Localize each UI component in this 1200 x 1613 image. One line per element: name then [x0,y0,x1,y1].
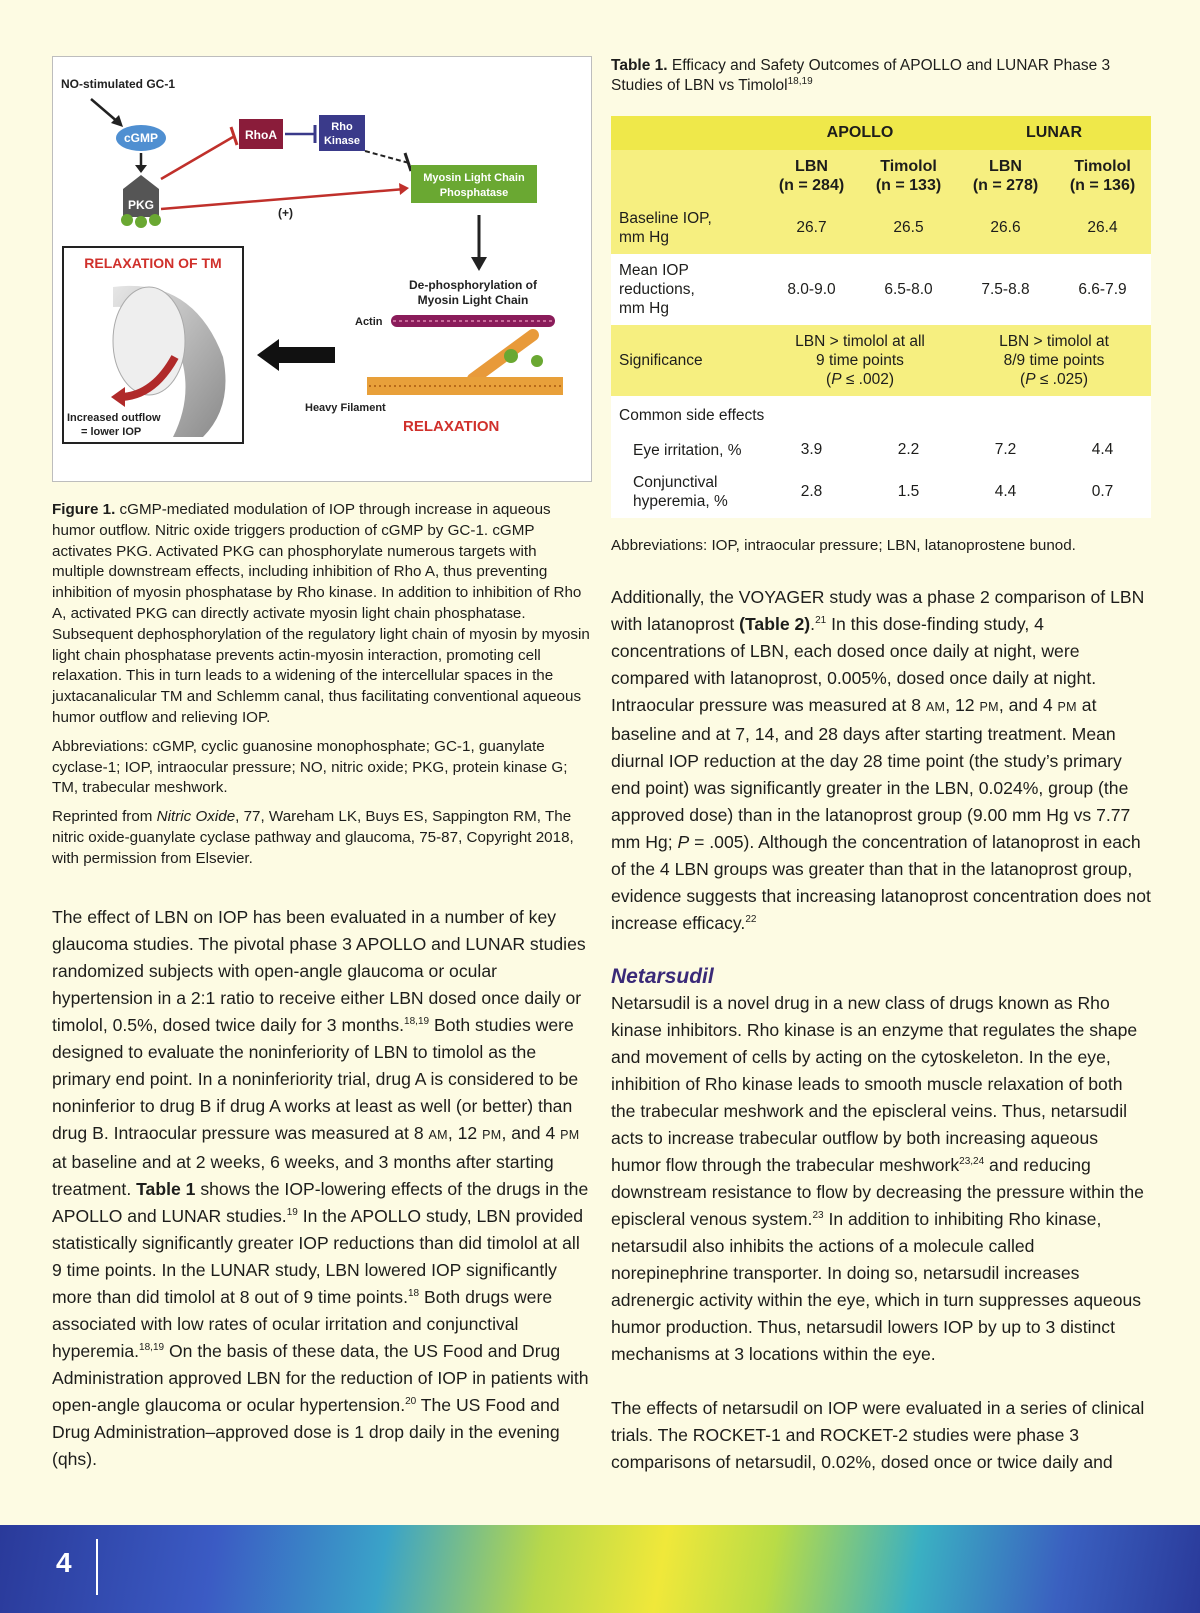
diagram-actin: Actin [355,316,383,328]
left-body-paragraph: The effect of LBN on IOP has been evaluated in a number of key glaucoma studies. The pivotal phase 3 APOLLO and LUNAR studies randomized subjects with open-angle glaucoma or ocular hypertension in a 2:1 ratio to receive either LBN dosed once daily or timolol, 0.5%, dosed twice daily for 3 months.$^{18,19}$ Both studies were designed to evaluate the noninferiority of LBN to timolol as the primary end point. In a noninferiority trial, drug A is considered to be noninferior to drug B if drug A works at least as well (or better) than drug B. Intraocular pressure was measured at 8 AM, 12 PM, and 4 PM at baseline and at 2 weeks, 6 weeks, and 3 months after starting treatment. Table 1 shows the IOP-lowering effects of the drugs in the APOLLO and LUNAR studies.$^{19}$ In the APOLLO study, LBN provided statistically significantly greater IOP reductions than did timolol at all 9 time points. In the LUNAR study, LBN lowered IOP significantly more than did timolol at 8 out of 9 time points.$^{18}$ Both drugs were associated with low rates of ocular irritation and conjunctival hyperemia.$^{18,19}$ On the basis of these data, the US Food and Drug Administration approved LBN for the reduction of IOP in patients with open-angle glaucoma or ocular hypertension.$^{20}$ The US Food and Drug Administration–approved dose is 1 drop daily in the evening (qhs). [52,906,589,1469]
table-row [611,396,1151,434]
col-lunar-lbn: LBN (n = 278) [957,150,1054,202]
right-column [611,56,1151,1476]
col-lunar-timolol: Timolol (n = 136) [1054,150,1151,202]
diagram-rhoa: RhoA [245,128,277,142]
right-body-paragraph-3: The effects of netarsudil on IOP were evaluated in a series of clinical trials. The ROCKET-1 and ROCKET-2 studies were phase 3 comparisons of netarsudil, 0.02%, dosed once or twice daily and [611,1398,1145,1472]
diagram-mlcp-1: Myosin Light Chain [423,172,525,184]
group-apollo: APOLLO [763,116,957,150]
figure-abbreviations: Abbreviations: cGMP, cyclic guanosine monophosphate; GC-1, guanylate cyclase-1; IOP, intraocular pressure; NO, nitric oxide; PKG, protein kinase G; TM, trabecular meshwork. [52,737,568,797]
efficacy-table [611,116,1151,518]
table-row: Baseline IOP, mm Hg 26.7 26.5 26.6 26.4 [611,202,1151,254]
page-footer [0,1525,1200,1613]
table-group-header-row [611,116,1151,150]
footer-divider [96,1539,98,1595]
table-row: Mean IOP reductions, mm Hg 8.0-9.0 6.5-8.0 7.5-8.8 6.6-7.9 [611,254,1151,325]
row-label-eye-irritation: Eye irritation, % [611,434,763,466]
section-heading-netarsudil: Netarsudil [611,965,714,988]
figure-reprint-notice: Reprinted from Nitric Oxide, 77, Wareham LK, Buys ES, Sappington RM, The nitric oxide-guanylate cyclase pathway and glaucoma, 75-87, Copyright 2018, with permission from Elsevier. [52,808,574,867]
diagram-no-gc1: NO-stimulated GC-1 [61,77,176,91]
diagram-outflow-2: = lower IOP [81,426,142,438]
right-body-paragraph-2: Netarsudil is a novel drug in a new class of drugs known as Rho kinase inhibitors. Rho kinase is an enzyme that regulates the shape and movement of cells by acting on the cytoskeleton. In the eye, inhibition of Rho kinase leads to smooth muscle relaxation of both the trabecular meshwork and the episcleral veins. Thus, netarsudil acts to increase trabecular outflow by both increasing aqueous humor flow through the trabecular meshwork$^{23,24}$ and reducing downstream resistance to flow by decreasing the pressure within the episcleral venous system.$^{23}$ In addition to inhibiting Rho kinase, netarsudil also inhibits the actions of a molecule called norepinephrine transporter. In doing so, netarsudil increases adrenergic activity within the eye, which in turn suppresses aqueous humor production. Thus, netarsudil lowers IOP by up to 3 distinct mechanisms at 3 locations within the eye. [611,993,1144,1364]
big-left-arrow [257,339,335,371]
right-body-paragraph-1: Additionally, the VOYAGER study was a phase 2 comparison of LBN with latanoprost (Table 2).$^{21}$ In this dose-finding study, 4 concentrations of LBN, each dosed once daily at night, were compared with latanoprost, 0.005%, dosed once daily at night. Intraocular pressure was measured at 8 AM, 12 PM, and 4 PM at baseline and at 7, 14, and 28 days after starting treatment. Mean diurnal IOP reduction at the day 28 time point (the study’s primary end point) was significantly greater in the LBN, 0.024%, group (the approved dose) than in the latanoprost group (9.00 mm Hg vs 7.77 mm Hg; P = .005). Although the concentration of latanoprost in each of the 4 LBN groups was greater than that in the latanoprost group, evidence suggests that increasing latanoprost concentration does not increase efficacy.$^{22}$ [611,587,1151,933]
figure-label: Figure 1. [52,501,116,518]
row-label-side-effects: Common side effects [611,396,1151,434]
actin-filament [391,315,555,327]
table-row: Eye irritation, % 3.9 2.2 7.2 4.4 [611,434,1151,466]
col-apollo-timolol: Timolol (n = 133) [860,150,957,202]
heavy-filament-shape [367,377,563,395]
sig-lunar: LBN > timolol at 8/9 time points (P ≤ .025) [957,325,1151,396]
diagram-relax-tm: RELAXATION OF TM [84,255,222,271]
diagram-plus: (+) [278,206,293,220]
row-label-conjunctival: Conjunctival hyperemia, % [611,466,763,518]
diagram-pkg: PKG [127,198,155,212]
diagram-rho-kinase-1: Rho [331,121,353,133]
row-label-significance: Significance [611,325,763,396]
figure-caption [52,500,592,729]
diagram-rho-kinase-2: Kinase [323,135,361,147]
row-label-baseline: Baseline IOP, mm Hg [611,202,763,254]
page-number: 4 [56,1547,72,1578]
left-column [52,56,592,1473]
diagram-relaxation: RELAXATION [403,418,500,435]
row-label-mean-reduction: Mean IOP reductions, mm Hg [611,254,763,325]
table-title: Table 1. Efficacy and Safety Outcomes of APOLLO and LUNAR Phase 3 Studies of LBN vs Timolol$^{18,19}$ [611,57,1111,94]
table-abbreviations: Abbreviations: IOP, intraocular pressure; LBN, latanoprostene bunod. [611,537,1076,554]
sig-apollo: LBN > timolol at all 9 time points (P ≤ .002) [763,325,957,396]
diagram-dephos-2: Myosin Light Chain [417,293,529,307]
diagram-heavy-filament: Heavy Filament [305,402,386,414]
col-apollo-lbn: LBN (n = 284) [763,150,860,202]
figure-caption-text: cGMP-mediated modulation of IOP through increase in aqueous humor outflow. Nitric oxide triggers production of cGMP by GC-1. cGMP activates PKG. Activated PKG can phosphorylate numerous targets with multiple downstream effects, including inhibition of Rho A, thus preventing inhibition of myosin phosphatase by Rho kinase. In addition to inhibition of Rho A, activated PKG can directly activate myosin light chain phosphatase. Subsequent dephosphorylation of the regulatory light chain of myosin by myosin light chain phosphatase prevents actin-myosin interaction, promoting cell relaxation. This in turn leads to a widening of the intercellular spaces in the juxtacanalicular TM and Schlemm canal, thus facilitating conventional aqueous humor outflow and relieving IOP. [52,501,590,726]
diagram-mlcp-2: Phosphatase [439,187,509,199]
diagram-cgmp: cGMP [123,131,159,145]
table-column-header-row [611,150,1151,202]
figure-1-diagram [52,56,592,482]
table-1-reference: Table 1 [136,1178,196,1199]
group-lunar: LUNAR [957,116,1151,150]
table-2-reference: (Table 2) [739,614,811,634]
diagram-outflow-1: Increased outflow [67,412,161,424]
table-row: Conjunctival hyperemia, % 2.8 1.5 4.4 0.7 [611,466,1151,518]
diagram-dephos-1: De-phosphorylation of [409,278,537,292]
table-row [611,325,1151,396]
